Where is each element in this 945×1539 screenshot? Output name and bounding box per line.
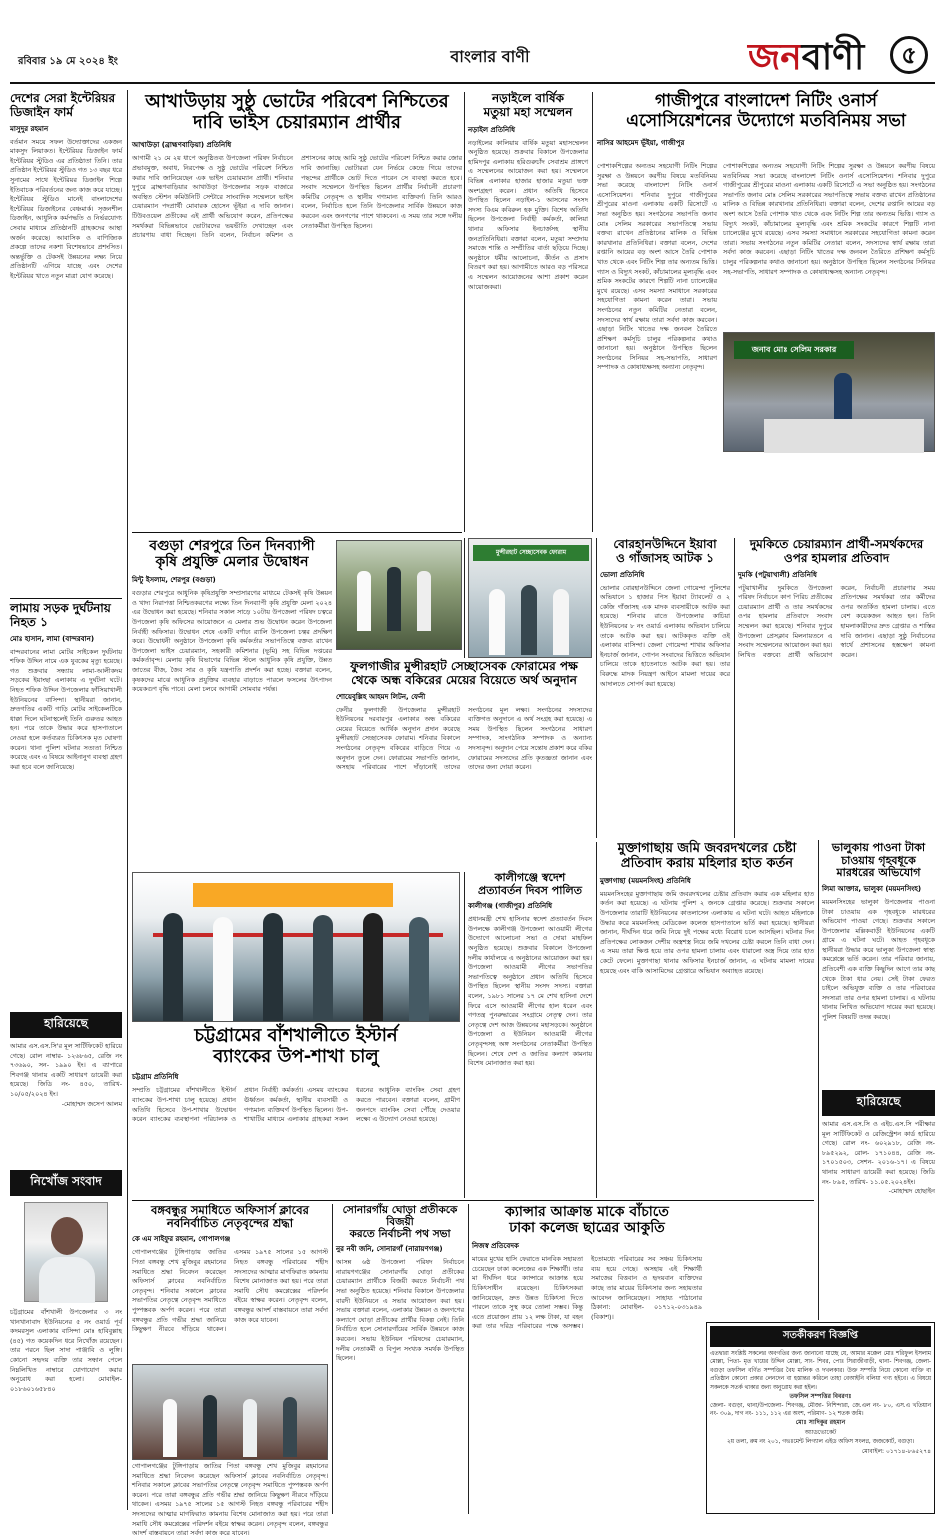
article-byline: নাসির আহমেদ ভূঁইয়া, গাজীপুর (597, 139, 685, 148)
article-headline: ও গাঁজাসহ আটক ১ (616, 550, 714, 565)
article-byline: লিমা আক্তার, ভালুকা (ময়মনসিংহ) (822, 884, 922, 893)
lost-notice-2 (822, 1090, 935, 1320)
bank-inauguration-photo (132, 872, 460, 1022)
column-rule (592, 92, 593, 532)
article-body: বান্দরবানের লামা মোটর সাইকেল দুর্ঘটনায় শফিক উদ্দিন নামে এক যুবকের মৃত্যু হয়েছে। গত শুক্রবার সন্ধ্যায় লামা-আলীকদম সড়কের ইয়াংছা এলাকায় এ দুর্ঘটনা ঘটে। নিহত শফিক উদ্দিন উপজেলার ফাঁসিয়াখালী ইউনিয়নের বাসিন্দা। স্থানীয়রা জানান, দ্রুতগতির একটি গাড়ি মোটর সাইকেলটিকে ধাক্কা দিলে ঘটনাস্থলেই তিনি গুরুতর আহত হন। পরে তাকে উদ্ধার করে হাসপাতালে নেওয়া হলে কর্তব্যরত চিকিৎসক মৃত ঘোষণা করেন। থানা পুলিশ ঘটনার সত্যতা নিশ্চিত করেছে এবং এ বিষয়ে আইনানুগ ব্যবস্থা গ্রহণ করা হবে বলে জানিয়েছে। (10, 647, 122, 771)
article-byline: নিজস্ব প্রতিবেদক (472, 1242, 519, 1251)
article-byline: মোঃ হাসান, লামা (বান্দরবান) (10, 634, 95, 643)
notice-signature: -মোহাম্মদ জসেপ আলম (61, 1099, 122, 1108)
article-headline: এসোসিয়েশনের উদ্যোগে মতবিনিময় সভা (626, 110, 906, 131)
article-body: গোপালগঞ্জের টুঙ্গিপাড়ায় জাতির পিতা বঙ্গবন্ধু শেখ মুজিবুর রহমানের সমাধিতে শ্রদ্ধা নিবেদন করেছেন অফিসার্স ক্লাবের নবনির্বাচিত নেতৃবৃন্দ। শনিবার সকালে ক্লাবের সভাপতির নেতৃত্বে নেতৃবৃন্দ সমাধিতে পুষ্পস্তবক অর্পণ করেন। পরে তারা বঙ্গবন্ধুর প্রতি গভীর শ্রদ্ধা জানিয়ে কিছুক্ষণ নীরবে দাঁড়িয়ে থাকেন। এসময় ১৯৭৫ সালের ১৫ আগস্ট নিহত বঙ্গবন্ধু পরিবারের শহীদ সদস্যদের আত্মার মাগফিরাত কামনায় বিশেষ মোনাজাত করা হয়। পরে তারা সমাধি সৌধ কমপ্লেক্সের পরিদর্শন বইয়ে স্বাক্ষর করেন। নেতৃবৃন্দ বলেন, বঙ্গবন্ধুর আদর্শ বাস্তবায়নে তারা সর্বদা কাজ করে যাবেন। (132, 1248, 328, 1334)
article-byline: শোয়েবুল্লিহ আহমদ লিটন, ফেনী (336, 692, 426, 701)
tribute-photo (132, 1364, 328, 1460)
missing-person-photo (24, 1202, 108, 1302)
schedule-title: তফসিল সম্পত্তির বিবরণঃ (789, 1393, 852, 1401)
article-headline: ওপর হামলার প্রতিবাদ (783, 550, 890, 565)
article-body: আগামী ২১ মে ২য় ধাপে অনুষ্ঠিতব্য উপজেলা পরিষদ নির্বাচনে প্রভাবমুক্ত, অবাধ, নিরপেক্ষ ও সুষ্ঠু ভোটের পরিবেশ নিশ্চিত করার দাবি জানিয়েছেন এক ভাইস চেয়ারম্যান প্রার্থী। শনিবার দুপুরে ব্রাহ্মণবাড়িয়ার আখাউড়া উপজেলার সড়ক বাজারে অবস্থিত স্টেশন কমিউনিটি সেন্টারে সাংবাদিক সম্মেলনে ভাইস চেয়ারম্যান পদপ্রার্থী মোবারক হোসেন ভূঁইয়া এ দাবি জানান। টিউবওয়েল প্রতীকের এই প্রার্থী অভিযোগ করেন, প্রতিপক্ষের সমর্থকরা বিভিন্নভাবে ভোটারদের ভয়ভীতি দেখাচ্ছেন এবং প্রচারণায় বাধা দিচ্ছেন। তিনি বলেন, নির্বাচন কমিশন ও প্রশাসনের কাছে আমি সুষ্ঠু ভোটের পরিবেশ নিশ্চিত করার জোর দাবি জানাচ্ছি। ভোটাররা যেন নির্ভয়ে কেন্দ্রে গিয়ে তাদের পছন্দের প্রার্থীকে ভোট দিতে পারেন সে ব্যবস্থা করতে হবে। সংবাদ সম্মেলনে উপস্থিত ছিলেন প্রার্থীর নির্বাচনী প্রচারণা কমিটির নেতৃবৃন্দ ও স্থানীয় গণ্যমান্য ব্যক্তিবর্গ। তিনি আরও বলেন, নির্বাচিত হলে তিনি উপজেলার সার্বিক উন্নয়নে কাজ করবেন এবং জনগণের পাশে থাকবেন। এ সময় তার সঙ্গে দলীয় নেতাকর্মীরা উপস্থিত ছিলেন। (132, 154, 462, 240)
article-headline: নবনির্বাচিত নেতৃবৃন্দের শ্রদ্ধা (166, 1216, 294, 1231)
article-cancer (472, 1204, 702, 1514)
article-headline: ঢাকা কলেজ ছাত্রের আকুতি (509, 1220, 665, 1237)
notice-body: আমার এস.এস.সি ও এইচ.এস.সি পরীক্ষার মূল সার্টিফিকেট ও রেজিস্ট্রেশন কার্ড হারিয়ে গেছে। রোল নং- ৬০২৯১৮, রেজি নং- ৮৯৫২৯২, রোল- ১৭১০৪৪, রেজি নং- ১৭০১৫০৩, সেশন- ২০১৬-১৭। এ বিষয়ে থানায় সাধারণ ডায়েরী করা হয়েছে। জিডি নং- ৮৯৫, তারিখ- ১১.০৫.২০২৪ইং। (822, 1120, 935, 1186)
column-rule (464, 538, 465, 658)
notice-body: চট্টগ্রামের বাঁশখালী উপজেলার ৩ নং খানখানাবাদ ইউনিয়নের ৫ নং ওয়ার্ড পূর্ব কদমরসুল এলাকার বাসিন্দা মোঃ হাবিবুল্লাহ (৪৫) গত কয়েকদিন ধরে নিখোঁজ রয়েছেন। তার পরনে ছিল সাদা পাঞ্জাবি ও লুঙ্গি। কোনো সহৃদয় ব্যক্তি তার সন্ধান পেলে নিম্নলিখিত নাম্বারে যোগাযোগ করার অনুরোধ করা হলো। মোবাইল- ০১৮৬০১৬৫৮৪০ (10, 1308, 122, 1393)
article-body: বর্তমান সময়ে সফল উদ্যোক্তাদের একজন মাকসুদ লিয়াকত। ইন্টেরিয়র ডিজাইন ফার্ম ইন্টেরিয়র স্টুডিও এর প্রতিষ্ঠাতা তিনি। তার প্রতিষ্ঠান ইন্টেরিয়র স্টুডিও গত ১৩ বছর ধরে সুনামের সাথে ইন্টেরিয়র ডিজাইন শিল্পে ইতিবাচক পরিবর্তনের জন্য কাজ করে যাচ্ছে। ইন্টেরিয়র স্টুডিও মানেই বাংলাদেশের ইন্টেরিয়র ডিজাইনের বেঞ্চমার্ক। সৃজনশীল ডিজাইন, আধুনিক কর্মপদ্ধতি ও নির্ভরযোগ্য সেবার মাধ্যমে প্রতিষ্ঠানটি গ্রাহকদের আস্থা অর্জন করেছে। আবাসিক ও বাণিজ্যিক প্রকল্পে তাদের নকশা বিশেষভাবে প্রশংসিত। অন্তর্ভুক্তি ও টেকসই উন্নয়নের লক্ষ্য নিয়ে প্রতিষ্ঠানটি এগিয়ে যাচ্ছে এবং দেশের ইন্টেরিয়র খাতে নতুন মাত্রা যোগ করেছে। (10, 137, 122, 280)
article-body: ভোলার বোরহানউদ্দিনে জেলা গোয়েন্দা পুলিশের অভিযানে ১ হাজার পিস ইয়াবা ট্যাবলেট ও ২ কেজি গাঁজাসহ এক মাদক ব্যবসায়ীকে আটক করা হয়েছে। শনিবার রাতে উপজেলার কাচিয়া ইউনিয়নের ৮ নং ওয়ার্ড এলাকায় অভিযান চালিয়ে তাকে আটক করা হয়। আটককৃত ব্যক্তি ওই এলাকার বাসিন্দা। জেলা গোয়েন্দা শাখার অফিসার ইনচার্জ জানান, গোপন সংবাদের ভিত্তিতে অভিযান চালিয়ে তাকে হাতেনাতে আটক করা হয়। তার বিরুদ্ধে মাদক নিয়ন্ত্রণ আইনে মামলা দায়ের করে আদালতে সোপর্দ করা হয়েছে। (600, 583, 730, 688)
article-eastern-bank (132, 1026, 460, 1198)
article-narail (468, 92, 588, 532)
article-body: ময়মনসিংহের ভালুকা উপজেলায় পাওনা টাকা চাওয়ায় এক গৃহবধূকে মারধরের অভিযোগ পাওয়া গেছে। শুক্রবার সকালে উপজেলার মল্লিকবাড়ী ইউনিয়নের একটি গ্রামে এ ঘটনা ঘটে। আহত গৃহবধূকে স্থানীয়রা উদ্ধার করে ভালুকা উপজেলা স্বাস্থ্য কমপ্লেক্সে ভর্তি করেন। তার পরিবার জানায়, প্রতিবেশী এক ব্যক্তি কিছুদিন আগে তার কাছ থেকে টাকা ধার নেয়। সেই টাকা ফেরত চাইলে অভিযুক্ত ব্যক্তি ও তার পরিবারের সদস্যরা তার ওপর হামলা চালায়। এ ঘটনায় থানায় লিখিত অভিযোগ দায়ের করা হয়েছে। পুলিশ বিষয়টি তদন্ত করছে। (822, 897, 935, 1022)
article-headline: বোরহানউদ্দিনে ইয়াবা (613, 537, 717, 551)
article-body: নড়াইলের কালিয়ায় বার্ষিক মতুয়া মহাসম্মেলন অনুষ্ঠিত হয়েছে। শুক্রবার বিকালে উপজেলার হামিদপুর এলাকায় হরিগুরুচাঁদ সেবাশ্রম প্রাঙ্গণে এ সম্মেলনের আয়োজন করা হয়। সম্মেলনে বিভিন্ন এলাকার হাজার হাজার মতুয়া ভক্ত অংশগ্রহণ করেন। প্রধান অতিথি হিসেবে উপস্থিত ছিলেন নড়াইল-১ আসনের সংসদ সদস্য বিএম কবিরুল হক মুক্তি। বিশেষ অতিথি ছিলেন উপজেলা নির্বাহী কর্মকর্তা, কালিয়া থানার অফিসার ইনচার্জসহ স্থানীয় জনপ্রতিনিধিরা। বক্তারা বলেন, মতুয়া সম্প্রদায় সমাজে শান্তি ও সম্প্রীতির বার্তা ছড়িয়ে দিচ্ছে। অনুষ্ঠানে ধর্মীয় আলোচনা, কীর্তন ও প্রসাদ বিতরণ করা হয়। আগামীতে আরও বড় পরিসরে এ সম্মেলন আয়োজনের আশা প্রকাশ করেন আয়োজকরা। (468, 138, 588, 291)
article-headline: ব্যাংকের উপ-শাখা চালু (213, 1045, 379, 1067)
article-body-continued (723, 162, 935, 332)
article-byline: মিন্টু ইসলাম, শেরপুর (বগুড়া) (132, 576, 216, 585)
notice-signature: -মোহাম্মদ হোছাইন (888, 1187, 935, 1196)
column-rule (468, 1204, 469, 1514)
article-body: পোশাকশিল্পের অন্যতম সহযোগী নিটিং শিল্পের সুরক্ষা ও উন্নয়নে করণীয় বিষয়ে মতবিনিময় সভা করেছে বাংলাদেশ নিটিং ওনার্স এসোসিয়েশন। শনিবার দুপুরে গাজীপুরের শ্রীপুরের মাওনা এলাকায় একটি রিসোর্টে এ সভা অনুষ্ঠিত হয়। সংগঠনের সভাপতি জনাব মোঃ সেলিম সরকারের সভাপতিত্বে সভায় বক্তব্য রাখেন প্রতিষ্ঠানের মালিক ও বিভিন্ন কারখানার প্রতিনিধিরা। বক্তারা বলেন, দেশের রপ্তানি আয়ের বড় অংশ আসে তৈরি পোশাক খাত থেকে এবং নিটিং শিল্প তার অন্যতম ভিত্তি। গ্যাস ও বিদ্যুৎ সংকট, কাঁচামালের মূল্যবৃদ্ধি এবং শ্রমিক সংকটের কারণে শিল্পটি নানা চ্যালেঞ্জের মুখে রয়েছে। এসব সমস্যা সমাধানে সরকারের সহযোগিতা কামনা করেন তারা। সভায় সংগঠনের নতুন কমিটির নেতারা বলেন, সদস্যদের স্বার্থ রক্ষায় তারা সর্বদা কাজ করবেন। এছাড়া নিটিং খাতের দক্ষ জনবল তৈরিতে প্রশিক্ষণ কর্মসূচি চালুর পরিকল্পনার কথাও জানানো হয়। অনুষ্ঠানে উপস্থিত ছিলেন সংগঠনের সিনিয়র সহ-সভাপতি, সাধারণ সম্পাদক ও কোষাধ্যক্ষসহ অন্যান্য নেতৃবৃন্দ। (597, 162, 717, 372)
divider (132, 532, 462, 533)
article-headline: দুমকিতে চেয়ারম্যান প্রার্থী-সমর্থকদের (749, 537, 924, 551)
article-headline: ভালুকায় পাওনা টাকা (831, 841, 926, 854)
article-headline: নড়াইলে বার্ষিক (492, 91, 564, 105)
article-body: মায়ের মুখের হাসি ফেরাতে মানবিক সহায়তা চেয়েছেন ঢাকা কলেজের এক শিক্ষার্থী। তার মা দীর্ঘদিন ধরে ক্যান্সারে আক্রান্ত হয়ে চিকিৎসাধীন রয়েছেন। চিকিৎসকরা জানিয়েছেন, দ্রুত উন্নত চিকিৎসা দিতে পারলে তাকে সুস্থ করে তোলা সম্ভব। কিন্তু এতে প্রয়োজন প্রায় ১২ লক্ষ টাকা, যা বহন করা তার দরিদ্র পরিবারের পক্ষে অসম্ভব। ইতোমধ্যে পরিবারের সব সঞ্চয় চিকিৎসায় ব্যয় হয়ে গেছে। অসহায় এই শিক্ষার্থী সমাজের বিত্তবান ও হৃদয়বান ব্যক্তিদের কাছে তার মায়ের চিকিৎসার জন্য সহায়তার আবেদন জানিয়েছেন। সাহায্য পাঠানোর ঠিকানা: মোবাইল- ০১৭১২-০৩১৯৪৯ (বিকাশ)। (472, 1255, 702, 1331)
notice-title: নিখোঁজ সংবাদ (10, 1170, 122, 1196)
article-byline: মাসুদুর রহমান (10, 124, 49, 133)
article-headline: বঙ্গবন্ধুর সমাধিতে অফিসার্স ক্লাবের (150, 1203, 310, 1217)
column-rule (818, 840, 819, 1320)
missing-notice (10, 1170, 122, 1515)
article-body: ফেনীর ফুলগাজী উপজেলার মুন্সীরহাট ইউনিয়নের দরবারপুর এলাকার অন্ধ বকিরের মেয়ের বিয়েতে আর্থিক অনুদান প্রদান করেছে মুন্সীরহাট সেচ্ছাসেবক ফোরাম। শনিবার বিকালে সংগঠনের নেতৃবৃন্দ বকিরের বাড়িতে গিয়ে এ অনুদান তুলে দেন। ফোরামের সভাপতি জানান, অসহায় পরিবারের পাশে দাঁড়ানোই তাদের সংগঠনের মূল লক্ষ্য। সংগঠনের সদস্যদের ব্যক্তিগত অনুদানে এ অর্থ সংগ্রহ করা হয়েছে। এ সময় উপস্থিত ছিলেন সংগঠনের সাধারণ সম্পাদক, সাংগঠনিক সম্পাদক ও অন্যান্য সদস্যবৃন্দ। অনুদান পেয়ে সন্তোষ প্রকাশ করে বকির ফোরামের সদস্যদের প্রতি কৃতজ্ঞতা জানান এবং তাদের জন্য দোয়া করেন। (336, 705, 592, 772)
lawyer-address: ২য় তলা, রুম নং ২০১, গভঃমেন্ট লিগ্যাল এইড অফিস সংলগ্ন, জজকোর্ট, বগুড়া। (726, 1438, 915, 1445)
article-byline: দুমকি (পটুয়াখালী) প্রতিনিধি (738, 570, 817, 579)
article-bangabandhu (132, 1203, 328, 1538)
article-headline: গাজীপুরে বাংলাদেশ নিটিং ওনার্স (654, 91, 878, 111)
article-headline: মারধরের অভিযোগ (836, 866, 921, 880)
article-body: বগুড়ার শেরপুরে আধুনিক কৃষিপ্রযুক্তি সম্প্রসারণের মাধ্যমে টেকসই কৃষি উন্নয়ন ও খাদ্য নিরাপত্তা নিশ্চিতকরণের লক্ষ্যে তিন দিনব্যাপী কৃষি প্রযুক্তি মেলা ২০২৪ এর উদ্বোধন করা হয়েছে। শনিবার সকাল সাড়ে ১০টায় উপজেলা পরিষদ চত্বরে উপজেলা কৃষি অফিসের আয়োজনে এ মেলার শুভ উদ্বোধন করেন উপজেলা নির্বাহী অফিসার। উদ্বোধন শেষে একটি বর্ণাঢ্য র‍্যালি উপজেলা চত্বর প্রদক্ষিণ করে। উদ্বোধনী অনুষ্ঠানে উপজেলা কৃষি কর্মকর্তার সভাপতিত্বে বক্তব্য রাখেন উপজেলা ভাইস চেয়ারম্যান, সহকারী কমিশনার (ভূমি) সহ বিভিন্ন দপ্তরের কর্মকর্তাবৃন্দ। মেলায় কৃষি বিভাগের বিভিন্ন স্টলে আধুনিক কৃষি প্রযুক্তি, উন্নত জাতের বীজ, জৈব সার ও কৃষি যন্ত্রপাতি প্রদর্শন করা হচ্ছে। বক্তারা বলেন, কৃষকদের মাঝে আধুনিক প্রযুক্তির ব্যবহার বাড়াতে পারলে ফসলের উৎপাদন কয়েকগুণ বৃদ্ধি পাবে। মেলা চলবে আগামী সোমবার পর্যন্ত। (132, 589, 332, 694)
notice-title: হারিয়েছে (10, 1012, 122, 1038)
article-headline: দেশের সেরা ইন্টেরিয়র ডিজাইন ফার্ম (10, 91, 116, 119)
masthead (0, 0, 945, 88)
column-rule (464, 872, 465, 1198)
article-headline: আখাউড়ায় সুষ্ঠু ভোটের পরিবেশ নিশ্চিতের (145, 91, 449, 112)
notice-body: আমার এস.এস.সি'র মূল সার্টিফিকেট হারিয়ে গেছে। রোল নাম্বার- ১২৬৮৬৫, রেজি নং ৭৩৬৯০, সন- ১৯৯০ ইং। এ ব্যাপারে শিবগঞ্জ থানায় একটি সাধারণ ডায়েরী করা হয়েছে। জিডি নং- ৪৫০, তারিখ- ১০/০৫/২০২৪ ইং। (10, 1042, 122, 1098)
column-rule (596, 842, 597, 1198)
forum-banner: মুন্সীরহাট সেচ্ছাসেবক ফোরাম (473, 545, 589, 561)
article-byline: নুর নবী জনি, সোনারগাঁ (নারায়ণগঞ্জ) (336, 1245, 443, 1254)
article-headline: ফুলগাজীর মুন্সীরহাট সেচ্ছাসেবক ফোরামের পক্ষ (350, 659, 578, 673)
article-byline: কালীগঞ্জ (গাজীপুর) প্রতিনিধি (468, 902, 553, 911)
column-rule (734, 538, 735, 838)
article-byline: নড়াইল প্রতিনিধি (468, 125, 516, 134)
agri-fair-photo (336, 540, 462, 650)
notice-body: এতদ্বারা সংশ্লিষ্ট সকলের অবগতির জন্য জানানো যাচ্ছে যে, আমার মক্কেল মোঃ শরিফুল ইসলাম মোল্লা, পিতা- মৃত খায়ের উদ্দিন মোল্লা, সাং- শিবর, পোঃ সিরাজীবাড়ী, থানা- শিবগঞ্জ, জেলা- বগুড়া তফসিল বর্ণিত সম্পত্তির বৈধ মালিক ও দখলকার। উক্ত সম্পত্তি নিয়ে কোনো ব্যক্তি বা প্রতিষ্ঠান কোনো প্রকার লেনদেন বা হস্তান্তর করিলে তাহা বেআইনি বলিয়া গণ্য হইবে। এ বিষয়ে সকলকে সতর্ক থাকার জন্য অনুরোধ করা হইল। (710, 1351, 931, 1391)
lawyer-title: অ্যাডভোকেট (804, 1429, 837, 1437)
article-headline: চাওয়ায় গৃহবধূকে (841, 853, 916, 867)
warning-notice (706, 1322, 935, 1514)
article-headline: মুক্তাগাছায় জমি জবরদখলের চেষ্টা (617, 841, 797, 856)
article-interior (10, 92, 122, 582)
column-rule (127, 90, 128, 1510)
article-byline: কে এম সাইফুর রহমান, গোপালগঞ্জ (132, 1235, 231, 1244)
article-headline: থেকে অন্ধ বকিরের মেয়ের বিয়েতে অর্থ অনুদান (351, 672, 577, 687)
article-muktagacha (600, 842, 814, 1198)
meeting-photo (723, 332, 935, 452)
article-headline: চট্টগ্রামের বাঁশখালীতে ইস্টার্ন (194, 1025, 398, 1046)
section-title: বাংলার বাণী (450, 47, 530, 66)
masthead-rule (10, 82, 935, 84)
column-rule (332, 1204, 333, 1514)
article-dumki (738, 538, 935, 838)
article-body: প্রধানমন্ত্রী শেখ হাসিনার স্বদেশ প্রত্যাবর্তন দিবস উপলক্ষে কালীগঞ্জ উপজেলা আওয়ামী লীগের উদ্যোগে আলোচনা সভা ও দোয়া মাহফিল অনুষ্ঠিত হয়েছে। শুক্রবার বিকালে উপজেলা দলীয় কার্যালয়ে এ অনুষ্ঠানের আয়োজন করা হয়। উপজেলা আওয়ামী লীগের সভাপতির সভাপতিত্বে অনুষ্ঠানে প্রধান অতিথি হিসেবে উপস্থিত ছিলেন স্থানীয় সংসদ সদস্য। বক্তারা বলেন, ১৯৮১ সালের ১৭ মে শেখ হাসিনা দেশে ফিরে এসে আওয়ামী লীগের হাল ধরেন এবং গণতন্ত্র পুনরুদ্ধারের সংগ্রামে নেতৃত্ব দেন। তার নেতৃত্বে দেশ আজ উন্নয়নের মহাসড়কে। অনুষ্ঠানে উপজেলা ও ইউনিয়ন আওয়ামী লীগের নেতৃবৃন্দসহ অঙ্গ সংগঠনের নেতাকর্মীরা উপস্থিত ছিলেন। শেষে দেশ ও জাতির কল্যাণ কামনায় বিশেষ মোনাজাত করা হয়। (468, 915, 592, 1068)
article-byline: আখাউড়া (ব্রাহ্মণবাড়িয়া) প্রতিনিধি (132, 141, 232, 150)
divider (132, 1200, 814, 1201)
article-headline: করতে নির্বাচনী পথ সভা (349, 1228, 451, 1241)
article-body: পটুয়াখালীর দুমকিতে উপজেলা পরিষদ নির্বাচনে কাপ পিরিচ প্রতীকের চেয়ারম্যান প্রার্থী ও তার সমর্থকদের ওপর হামলার প্রতিবাদে সংবাদ সম্মেলন করা হয়েছে। শনিবার দুপুরে উপজেলা প্রেসক্লাব মিলনায়তনে এ সংবাদ সম্মেলনের আয়োজন করা হয়। লিখিত বক্তব্যে প্রার্থী অভিযোগ করেন, নির্বাচনী প্রচারণার সময় প্রতিপক্ষের সমর্থকরা তার কর্মীদের ওপর অতর্কিত হামলা চালায়। এতে বেশ কয়েকজন আহত হন। তিনি হামলাকারীদের দ্রুত গ্রেপ্তার ও শাস্তির দাবি জানান। এছাড়া সুষ্ঠু নির্বাচনের স্বার্থে প্রশাসনের হস্তক্ষেপ কামনা করেন। (738, 583, 935, 659)
logo-part-a: জন (748, 36, 802, 78)
article-body: সম্প্রতি চট্টগ্রামের বাঁশখালীতে ইস্টার্ন ব্যাংকের উপ-শাখা চালু হয়েছে। প্রধান অতিথি হিসেবে উপ-শাখার উদ্বোধন করেন ব্যাংকের ব্যবস্থাপনা পরিচালক ও প্রধান নির্বাহী কর্মকর্তা। এসময় ব্যাংকের ঊর্ধ্বতন কর্মকর্তা, স্থানীয় ব্যবসায়ী ও গণ্যমান্য ব্যক্তিবর্গ উপস্থিত ছিলেন। উপ-শাখাটির মাধ্যমে এলাকার গ্রাহকরা সকল ধরনের আধুনিক ব্যাংকিং সেবা গ্রহণ করতে পারবেন। বক্তারা বলেন, গ্রামীণ জনপদে ব্যাংকিং সেবা পৌঁছে দেওয়ার লক্ষ্যে এ উদ্যোগ নেওয়া হয়েছে। (132, 1086, 460, 1124)
column-rule (596, 538, 597, 838)
lost-notice (10, 1012, 122, 1162)
article-body: ময়মনসিংহের মুক্তাগাছায় জমি জবরদখলের চেষ্টার প্রতিবাদ করায় এক মহিলার হাত কর্তন করা হয়েছে। এ ঘটনায় পুলিশ ২ জনকে গ্রেপ্তার করেছে। শুক্রবার সকালে উপজেলার তারাটি ইউনিয়নের কাতলাসেন এলাকায় এ ঘটনা ঘটে। আহত মহিলাকে উদ্ধার করে ময়মনসিংহ মেডিকেল কলেজ হাসপাতালে ভর্তি করা হয়েছে। স্থানীয়রা জানান, দীর্ঘদিন ধরে জমি নিয়ে দুই পক্ষের মধ্যে বিরোধ চলে আসছিল। ঘটনার দিন প্রতিপক্ষের লোকজন দেশীয় অস্ত্রশস্ত্র নিয়ে জমি দখলের চেষ্টা করলে তিনি বাধা দেন। এ সময় তারা ক্ষিপ্ত হয়ে তার ওপর হামলা চালায় এবং ধারালো অস্ত্র দিয়ে তার হাত কেটে ফেলে। মুক্তাগাছা থানার অফিসার ইনচার্জ জানান, এ ঘটনায় মামলা দায়ের হয়েছে এবং বাকি আসামিদের গ্রেপ্তারে অভিযান অব্যাহত রয়েছে। (600, 889, 814, 975)
article-headline: ক্যান্সার আক্রান্ত মাকে বাঁচাতে (505, 1204, 669, 1220)
notice-title: হারিয়েছে (822, 1090, 935, 1116)
article-headline: প্রতিবাদ করায় মহিলার হাত কর্তন (620, 855, 794, 871)
article-headline: মতুয়া মহা সম্মেলন (483, 104, 573, 119)
schedule-body: জেলা- বগুড়া, থানা/উপজেলা- শিবগঞ্জ, মৌজা- নিশিন্দারা, জে.এল নং- ৮০, এস.এ খতিয়ান নং- ৩০৯, দাগ নং- ১১১, ১১২ এর অংশ, পরিমাণ- ১২ শতক জমি। (710, 1402, 931, 1418)
article-akhaura (132, 92, 462, 532)
article-headline: প্রত্যাবর্তন দিবস পালিত (477, 883, 582, 897)
article-road-accident (10, 602, 122, 1002)
page-number: ৫ (890, 36, 928, 74)
meeting-banner: জনাব মোঃ সেলিম সরকার (734, 341, 854, 359)
article-headline: কালীগঞ্জে স্বদেশ (494, 871, 566, 884)
issue-date: রবিবার ১৯ মে ২০২৪ ইং (18, 56, 118, 67)
logo-part-b: বাণী (801, 36, 865, 78)
article-gazipur (597, 92, 935, 532)
article-headline: লামায় সড়ক দুর্ঘটনায় নিহত ১ (10, 601, 111, 629)
lawyer-name: মোঃ সাদিকুর রহমান (795, 1419, 846, 1427)
brand-logo (748, 30, 898, 76)
article-kaliganj (468, 872, 592, 1198)
article-body-continued (132, 1462, 328, 1538)
article-headline: কৃষি প্রযুক্তি মেলার উদ্বোধন (155, 554, 309, 571)
column-rule (464, 92, 465, 532)
article-headline: দাবি ভাইস চেয়ারম্যান প্রার্থীর (193, 111, 401, 133)
article-headline: বগুড়া শেরপুরে তিন দিনব্যাপী (149, 538, 315, 554)
article-yaba (600, 538, 730, 838)
article-body: আসন্ন ৬ষ্ঠ উপজেলা পরিষদ নির্বাচনে নারায়ণগঞ্জের সোনারগাঁয় ঘোড়া প্রতীকের চেয়ারম্যান প্রার্থীকে বিজয়ী করতে নির্বাচনী পথ সভা অনুষ্ঠিত হয়েছে। শনিবার বিকালে উপজেলার বারদী ইউনিয়নে এ সভার আয়োজন করা হয়। সভায় বক্তারা বলেন, এলাকার উন্নয়ন ও জনগণের কল্যাণে ঘোড়া প্রতীকের প্রার্থীর বিকল্প নেই। তিনি নির্বাচিত হলে সোনারগাঁয়ের সার্বিক উন্নয়নে কাজ করবেন। সভায় ইউনিয়ন পরিষদের চেয়ারম্যান, দলীয় নেতাকর্মী ও বিপুল সংখ্যক সমর্থক উপস্থিত ছিলেন। (336, 1258, 464, 1363)
lawyer-mobile: মোবাইল: ০১৭১৪-৮৬৫২৭৪ (861, 1448, 931, 1456)
article-body-text: পোশাকশিল্পের অন্যতম সহযোগী নিটিং শিল্পের সুরক্ষা ও উন্নয়নে করণীয় বিষয়ে মতবিনিময় সভা করেছে বাংলাদেশ নিটিং ওনার্স এসোসিয়েশন। শনিবার দুপুরে গাজীপুরের শ্রীপুরের মাওনা এলাকায় একটি রিসোর্টে এ সভা অনুষ্ঠিত হয়। সংগঠনের সভাপতি জনাব মোঃ সেলিম সরকারের সভাপতিত্বে সভায় বক্তব্য রাখেন প্রতিষ্ঠানের মালিক ও বিভিন্ন কারখানার প্রতিনিধিরা। বক্তারা বলেন, দেশের রপ্তানি আয়ের বড় অংশ আসে তৈরি পোশাক খাত থেকে এবং নিটিং শিল্প তার অন্যতম ভিত্তি। গ্যাস ও বিদ্যুৎ সংকট, কাঁচামালের মূল্যবৃদ্ধি এবং শ্রমিক সংকটের কারণে শিল্পটি নানা চ্যালেঞ্জের মুখে রয়েছে। এসব সমস্যা সমাধানে সরকারের সহযোগিতা কামনা করেন তারা। সভায় সংগঠনের নতুন কমিটির নেতারা বলেন, সদস্যদের স্বার্থ রক্ষায় তারা সর্বদা কাজ করবেন। এছাড়া নিটিং খাতের দক্ষ জনবল তৈরিতে প্রশিক্ষণ কর্মসূচি চালুর পরিকল্পনার কথাও জানানো হয়। অনুষ্ঠানে উপস্থিত ছিলেন সংগঠনের সিনিয়র সহ-সভাপতি, সাধারণ সম্পাদক ও কোষাধ্যক্ষসহ অন্যান্য নেতৃবৃন্দ। (723, 162, 935, 276)
article-feni (336, 660, 592, 868)
donation-photo (468, 538, 592, 658)
article-byline: চট্টগ্রাম প্রতিনিধি (132, 1073, 179, 1082)
article-bhaluka (822, 842, 935, 1086)
article-byline: মুক্তাগাছা (ময়মনসিংহ) প্রতিনিধি (600, 876, 691, 885)
article-bogura (132, 538, 332, 868)
article-sonargaon (336, 1204, 464, 1434)
divider (10, 598, 122, 599)
article-headline: সোনারগাঁয় ঘোড়া প্রতীককে বিজয়ী (342, 1204, 458, 1229)
article-byline: ভোলা প্রতিনিধি (600, 570, 645, 579)
notice-title: সতর্কীকরণ বিজ্ঞপ্তি (710, 1326, 931, 1347)
article-body-text: গোপালগঞ্জের টুঙ্গিপাড়ায় জাতির পিতা বঙ্গবন্ধু শেখ মুজিবুর রহমানের সমাধিতে শ্রদ্ধা নিবেদন করেছেন অফিসার্স ক্লাবের নবনির্বাচিত নেতৃবৃন্দ। শনিবার সকালে ক্লাবের সভাপতির নেতৃত্বে নেতৃবৃন্দ সমাধিতে পুষ্পস্তবক অর্পণ করেন। পরে তারা বঙ্গবন্ধুর প্রতি গভীর শ্রদ্ধা জানিয়ে কিছুক্ষণ নীরবে দাঁড়িয়ে থাকেন। এসময় ১৯৭৫ সালের ১৫ আগস্ট নিহত বঙ্গবন্ধু পরিবারের শহীদ সদস্যদের আত্মার মাগফিরাত কামনায় বিশেষ মোনাজাত করা হয়। পরে তারা সমাধি সৌধ কমপ্লেক্সের পরিদর্শন বইয়ে স্বাক্ষর করেন। নেতৃবৃন্দ বলেন, বঙ্গবন্ধুর আদর্শ বাস্তবায়নে তারা সর্বদা কাজ করে যাবেন। (132, 1462, 328, 1538)
